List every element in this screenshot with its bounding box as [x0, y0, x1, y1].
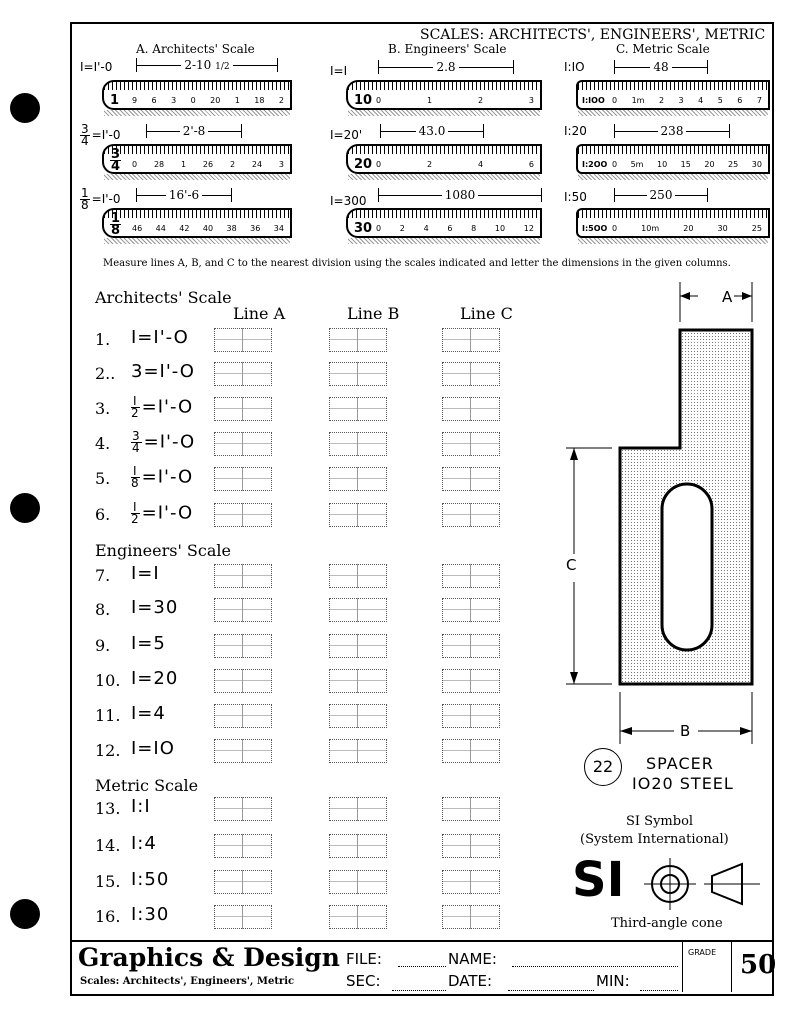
answer-field-line-c[interactable]: [442, 467, 500, 491]
answer-field-line-a[interactable]: [214, 739, 272, 763]
answer-field-line-c[interactable]: [442, 362, 500, 386]
question-scale: I=4: [131, 703, 166, 724]
question-number: 10.: [95, 671, 121, 690]
question-number: 2..: [95, 364, 116, 383]
ruler-tick-label: 2: [229, 160, 236, 169]
ruler-tick-label: 8: [471, 224, 477, 233]
name-field[interactable]: [512, 954, 678, 967]
eng-dim-1: 2.8: [378, 60, 514, 74]
ruler-tick-label: 0: [376, 96, 382, 105]
ruler-tick-label: 2: [278, 96, 284, 105]
answer-field-line-c[interactable]: [442, 328, 500, 352]
answer-field-line-b[interactable]: [329, 634, 387, 658]
ruler-tick-label: 12: [523, 224, 534, 233]
si-title: SI Symbol: [626, 814, 694, 829]
column-header-line-a: Line A: [233, 304, 286, 323]
met-dim-1: 48: [614, 60, 708, 74]
answer-field-line-a[interactable]: [214, 905, 272, 929]
question-number: 13.: [95, 799, 121, 818]
ruler-tick-label: 3: [278, 160, 284, 169]
answer-field-line-a[interactable]: [214, 362, 272, 386]
answer-field-line-a[interactable]: [214, 669, 272, 693]
ruler-tick-label: 0: [612, 160, 618, 169]
ruler-tick-label: 20: [683, 224, 694, 233]
question-scale: $\frac{I}{8} =I'-O$: [131, 464, 194, 490]
answer-field-line-c[interactable]: [442, 598, 500, 622]
answer-field-line-b[interactable]: [329, 328, 387, 352]
answer-field-line-c[interactable]: [442, 397, 500, 421]
spacer-slot: [662, 484, 712, 650]
ruler-tick-label: 6: [737, 96, 743, 105]
question-number: 5.: [95, 469, 111, 488]
question-number: 12.: [95, 741, 121, 760]
question-scale: I:30: [131, 904, 170, 925]
ruler-tick-label: 36: [250, 224, 261, 233]
binder-hole: [10, 899, 40, 929]
ruler-tick-label: 2: [426, 160, 433, 169]
answer-field-line-c[interactable]: [442, 564, 500, 588]
ruler-tick-label: 10: [656, 160, 668, 169]
ruler-tick-label: 5: [717, 96, 723, 105]
ruler-tick-label: 18: [254, 96, 265, 105]
ruler-tick-label: 0: [612, 96, 618, 105]
arch-dim-3: 16'-6: [136, 188, 232, 202]
ruler-tick-label: 0: [376, 224, 382, 233]
question-number: 15.: [95, 872, 121, 891]
column-header-line-c: Line C: [460, 304, 513, 323]
ruler-tick-label: 3: [678, 96, 684, 105]
ruler-tick-label: 40: [202, 224, 214, 233]
arch-ratio-1: I=I'-0: [80, 60, 113, 74]
binder-hole: [10, 493, 40, 523]
answer-field-line-c[interactable]: [442, 870, 500, 894]
dimension-b-label: B: [680, 722, 691, 740]
ruler-tick-label: 10: [494, 224, 506, 233]
si-caption: Third-angle cone: [611, 916, 723, 931]
ruler-tick-label: 15: [680, 160, 691, 169]
arch-ratio-3: $\frac{1}{8} =I'-0$: [81, 186, 121, 212]
dimension-a-label: A: [722, 288, 733, 306]
ruler-tick-label: 20: [704, 160, 715, 169]
metric-ruler-3: I:5OO 0 10m 20 30 25: [576, 208, 770, 238]
binder-hole: [10, 93, 40, 123]
question-scale: 3=I'-O: [131, 361, 195, 382]
eng-dim-2: 43.0: [380, 124, 484, 138]
file-field[interactable]: [398, 954, 446, 967]
grade-label: GRADE: [688, 948, 717, 957]
ruler-tick-label: 0: [612, 224, 618, 233]
ruler-tick-label: 26: [202, 160, 214, 169]
si-symbol: SI: [572, 852, 625, 908]
engineers-ruler-3: 30 0 2 4 6 8 10 12: [346, 208, 542, 238]
answer-field-line-a[interactable]: [214, 634, 272, 658]
question-scale: I=IO: [131, 738, 175, 759]
section-engineers: Engineers' Scale: [95, 541, 231, 560]
question-number: 16.: [95, 907, 121, 926]
answer-field-line-c[interactable]: [442, 834, 500, 858]
question-scale: $\frac{I}{2} =I'-O$: [131, 394, 194, 420]
ruler-tick-label: 38: [226, 224, 237, 233]
answer-field-line-c[interactable]: [442, 432, 500, 456]
ruler-tick-label: 10m: [641, 224, 660, 233]
answer-field-line-c[interactable]: [442, 503, 500, 527]
scale-fraction: $\frac{3}{4}$: [132, 429, 141, 455]
arch-ratio-2: $\frac{3}{4} =I'-0$: [81, 122, 121, 148]
answer-field-line-a[interactable]: [214, 467, 272, 491]
part-name: SPACER: [646, 754, 714, 773]
answer-field-line-a[interactable]: [214, 564, 272, 588]
ruler-tick-label: 7: [756, 96, 762, 105]
architects-ruler-3: $\frac{1}{8}$ 46 44 42 40 38 36 34: [102, 208, 292, 238]
instructions: Measure lines A, B, and C to the nearest division using the scales indicated and letter the dimensions in the given columns.: [103, 258, 731, 269]
question-number: 14.: [95, 836, 121, 855]
ruler-tick-label: 4: [423, 224, 429, 233]
ruler-tick-label: 46: [132, 224, 143, 233]
question-number: 4.: [95, 434, 111, 453]
sec-label: SEC:: [346, 972, 381, 990]
question-scale: $\frac{I}{2} =I'-O$: [131, 500, 194, 526]
answer-field-line-a[interactable]: [214, 397, 272, 421]
brand-subtitle: Scales: Architects', Engineers', Metric: [80, 976, 295, 987]
answer-field-line-b[interactable]: [329, 432, 387, 456]
arch-dim-2: 2'-8: [146, 124, 242, 138]
answer-field-line-b[interactable]: [329, 397, 387, 421]
answer-field-line-b[interactable]: [329, 905, 387, 929]
sec-field[interactable]: [392, 978, 446, 991]
si-subtitle: (System International): [580, 832, 729, 847]
engineers-scale-title: B. Engineers' Scale: [388, 42, 507, 56]
question-scale: I=30: [131, 597, 179, 618]
section-metric: Metric Scale: [95, 776, 199, 795]
question-scale: I=I'-O: [131, 327, 189, 348]
answer-field-line-a[interactable]: [214, 432, 272, 456]
scale-fraction: $\frac{I}{2}$: [131, 394, 140, 420]
met-ratio-1: I:IO: [564, 60, 585, 74]
question-number: 7.: [95, 566, 111, 585]
ruler-tick-label: 42: [179, 224, 190, 233]
question-scale: I:50: [131, 869, 170, 890]
brand-title: Graphics & Design: [78, 943, 340, 972]
question-number: 11.: [95, 706, 121, 725]
question-number: 9.: [95, 636, 111, 655]
ruler-tick-label: 9: [132, 96, 138, 105]
ruler-tick-label: 6: [447, 224, 453, 233]
answer-field-line-b[interactable]: [329, 834, 387, 858]
engineers-ruler-2: 20 0 2 4 6: [346, 144, 542, 174]
part-material: IO20 STEEL: [632, 774, 734, 793]
answer-field-line-b[interactable]: [329, 467, 387, 491]
section-architects: Architects' Scale: [95, 288, 232, 307]
answer-field-line-b[interactable]: [329, 598, 387, 622]
answer-field-line-a[interactable]: [214, 870, 272, 894]
eng-ratio-2: I=20': [330, 128, 363, 142]
ruler-tick-label: 25: [728, 160, 739, 169]
metric-scale-title: C. Metric Scale: [616, 42, 710, 56]
answer-field-line-c[interactable]: [442, 905, 500, 929]
answer-field-line-b[interactable]: [329, 564, 387, 588]
question-scale: $\frac{3}{4} =I'-O$: [132, 429, 196, 455]
question-scale: I:I: [131, 796, 151, 817]
ruler-tick-label: 5m: [630, 160, 644, 169]
third-angle-cone-icon: [642, 856, 766, 912]
answer-field-line-a[interactable]: [214, 598, 272, 622]
ruler-tick-label: 30: [717, 224, 728, 233]
min-label: MIN:: [596, 972, 630, 990]
spacer-drawing: [556, 282, 770, 782]
met-dim-3: 250: [614, 188, 708, 202]
ruler-tick-label: 4: [698, 96, 704, 105]
answer-field-line-b[interactable]: [329, 503, 387, 527]
ruler-tick-label: 0: [376, 160, 382, 169]
ruler-tick-label: 0: [190, 96, 196, 105]
ruler-tick-label: 6: [151, 96, 157, 105]
question-scale: I:4: [131, 833, 157, 854]
ruler-tick-label: 0: [132, 160, 138, 169]
question-number: 6.: [95, 505, 111, 524]
ruler-tick-label: 28: [153, 160, 165, 169]
answer-field-line-c[interactable]: [442, 669, 500, 693]
answer-field-line-b[interactable]: [329, 669, 387, 693]
sheet-number: 50: [740, 950, 777, 980]
arch-dim-1: 2-10 1/2: [136, 58, 278, 72]
ruler-tick-label: 3: [528, 96, 534, 105]
ruler-tick-label: 34: [273, 224, 284, 233]
ruler-tick-label: 4: [477, 160, 484, 169]
answer-field-line-c[interactable]: [442, 739, 500, 763]
ruler-tick-label: 2: [399, 224, 405, 233]
scale-fraction: $\frac{I}{8}$: [131, 464, 140, 490]
question-number: 1.: [95, 330, 111, 349]
file-label: FILE:: [346, 950, 382, 968]
question-scale: I=20: [131, 668, 179, 689]
answer-field-line-a[interactable]: [214, 328, 272, 352]
metric-ruler-1: I:IOO 0 1m 2 3 4 5 6 7: [576, 80, 770, 110]
dimension-c-label: C: [566, 556, 577, 574]
ruler-tick-label: 1: [426, 96, 433, 105]
answer-field-line-c[interactable]: [442, 704, 500, 728]
question-scale: I=5: [131, 633, 166, 654]
ruler-tick-label: 1: [180, 160, 187, 169]
answer-field-line-c[interactable]: [442, 797, 500, 821]
answer-field-line-a[interactable]: [214, 704, 272, 728]
ruler-tick-label: 25: [751, 224, 762, 233]
ruler-tick-label: 44: [155, 224, 166, 233]
answer-field-line-a[interactable]: [214, 834, 272, 858]
eng-ratio-1: I=I: [330, 64, 348, 78]
eng-dim-3: 1080: [378, 188, 542, 202]
ruler-tick-label: 30: [751, 160, 762, 169]
question-number: 3.: [95, 399, 111, 418]
date-label: DATE:: [448, 972, 493, 990]
ruler-tick-label: 1: [234, 96, 240, 105]
question-number: 8.: [95, 600, 111, 619]
architects-ruler-1: 1 9 6 3 0 20 1 18 2: [102, 80, 292, 110]
answer-field-line-b[interactable]: [329, 362, 387, 386]
metric-ruler-2: I:2OO 0 5m 10 15 20 25 30: [576, 144, 770, 174]
eng-ratio-3: I=300: [330, 194, 367, 208]
met-dim-2: 238: [614, 124, 730, 138]
ruler-tick-label: 2: [658, 96, 665, 105]
answer-field-line-a[interactable]: [214, 797, 272, 821]
scale-fraction: $\frac{I}{2}$: [131, 500, 140, 526]
ruler-tick-label: 2: [477, 96, 484, 105]
column-header-line-b: Line B: [347, 304, 400, 323]
ruler-tick-label: 3: [171, 96, 177, 105]
met-ratio-3: I:50: [564, 190, 587, 204]
page-title: SCALES: ARCHITECTS', ENGINEERS', METRIC: [420, 27, 766, 43]
ruler-tick-label: 24: [251, 160, 263, 169]
part-number-badge: 22: [584, 748, 622, 786]
question-scale: I=I: [131, 563, 160, 584]
met-ratio-2: I:20: [564, 124, 587, 138]
min-field[interactable]: [640, 978, 678, 991]
date-field[interactable]: [508, 978, 594, 991]
ruler-tick-label: 20: [210, 96, 221, 105]
answer-field-line-a[interactable]: [214, 503, 272, 527]
architects-scale-title: A. Architects' Scale: [136, 42, 255, 56]
ruler-tick-label: 6: [528, 160, 534, 169]
answer-field-line-c[interactable]: [442, 634, 500, 658]
answer-field-line-b[interactable]: [329, 870, 387, 894]
engineers-ruler-1: 10 0 1 2 3: [346, 80, 542, 110]
answer-field-line-b[interactable]: [329, 704, 387, 728]
architects-ruler-2: $\frac{3}{4}$ 0 28 1 26 2 24 3: [102, 144, 292, 174]
name-label: NAME:: [448, 950, 497, 968]
ruler-tick-label: 1m: [631, 96, 645, 105]
answer-field-line-b[interactable]: [329, 797, 387, 821]
answer-field-line-b[interactable]: [329, 739, 387, 763]
